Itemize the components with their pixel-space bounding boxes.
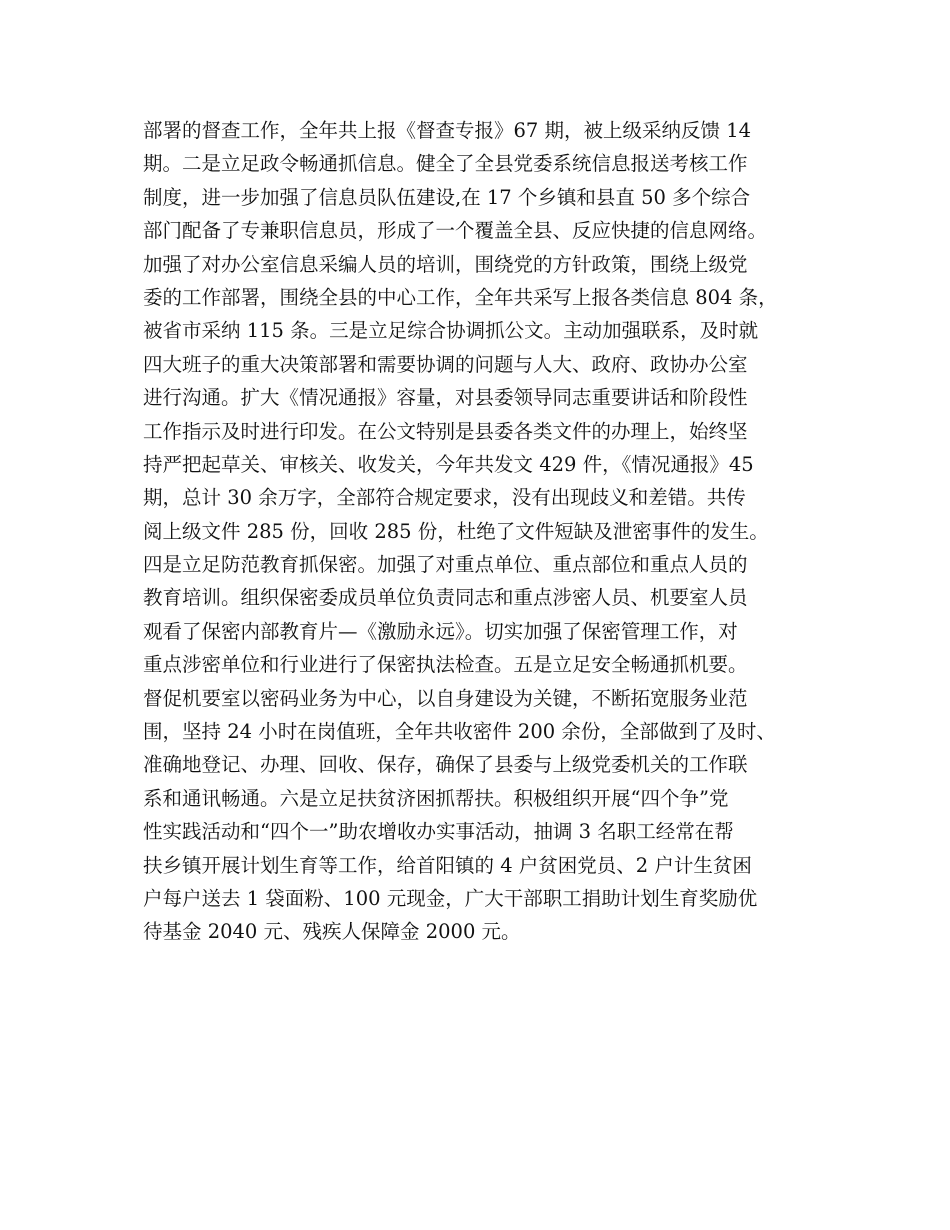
body-text [143,114,833,949]
text-line: 部门配备了专兼职信息员，形成了一个覆盖全县、反应快捷的信息网络。 [143,219,768,243]
text-line: 性实践活动和“四个一”助农增收办实事活动，抽调 3 名职工经常在帮 [143,820,734,844]
text-line: 系和通讯畅通。六是立足扶贫济困抓帮扶。积极组织开展“四个争”党 [143,786,729,810]
text-line: 户每户送去 1 袋面粉、100 元现金，广大干部职工捐助计划生育奖励优 [143,886,758,910]
text-line: 进行沟通。扩大《情况通报》容量，对县委领导同志重要讲话和阶段性 [143,386,748,410]
text-line: 制度，进一步加强了信息员队伍建设,在 17 个乡镇和县直 50 多个综合 [143,185,751,209]
text-line: 重点涉密单位和行业进行了保密执法检查。五是立足安全畅通抓机要。 [143,653,748,677]
text-line: 围，坚持 24 小时在岗值班，全年共收密件 200 余份，全部做到了及时、 [143,720,776,744]
text-line: 教育培训。组织保密委成员单位负责同志和重点涉密人员、机要室人员 [143,586,748,610]
text-line: 阅上级文件 285 份，回收 285 份，杜绝了文件短缺及泄密事件的发生。 [143,519,769,543]
text-line: 待基金 2040 元、残疾人保障金 2000 元。 [143,920,521,944]
text-line: 委的工作部署，围绕全县的中心工作，全年共采写上报各类信息 804 条， [143,285,778,309]
text-line: 工作指示及时进行印发。在公文特别是县委各类文件的办理上，始终坚 [143,419,748,443]
text-line: 四是立足防范教育抓保密。加强了对重点单位、重点部位和重点人员的 [143,553,748,577]
text-line: 扶乡镇开展计划生育等工作，给首阳镇的 4 户贫困党员、2 户计生贫困 [143,853,752,877]
text-line: 督促机要室以密码业务为中心，以自身建设为关键，不断拓宽服务业范 [143,686,748,710]
text-line: 加强了对办公室信息采编人员的培训，围绕党的方针政策，围绕上级党 [143,252,748,276]
text-line: 期。二是立足政令畅通抓信息。健全了全县党委系统信息报送考核工作 [143,152,748,176]
text-line: 持严把起草关、审核关、收发关，今年共发文 429 件，《情况通报》45 [143,452,754,476]
text-line: 准确地登记、办理、回收、保存，确保了县委与上级党委机关的工作联 [143,753,748,777]
text-line: 期，总计 30 余万字，全部符合规定要求，没有出现歧义和差错。共传 [143,486,746,510]
text-line: 观看了保密内部教育片—《激励永远》。切实加强了保密管理工作，对 [143,619,738,643]
text-line: 部署的督查工作，全年共上报《督查专报》67 期，被上级采纳反馈 14 [143,119,752,142]
text-line: 四大班子的重大决策部署和需要协调的问题与人大、政府、政协办公室 [143,352,748,376]
text-line: 被省市采纳 115 条。三是立足综合协调抓公文。主动加强联系，及时就 [143,319,759,343]
